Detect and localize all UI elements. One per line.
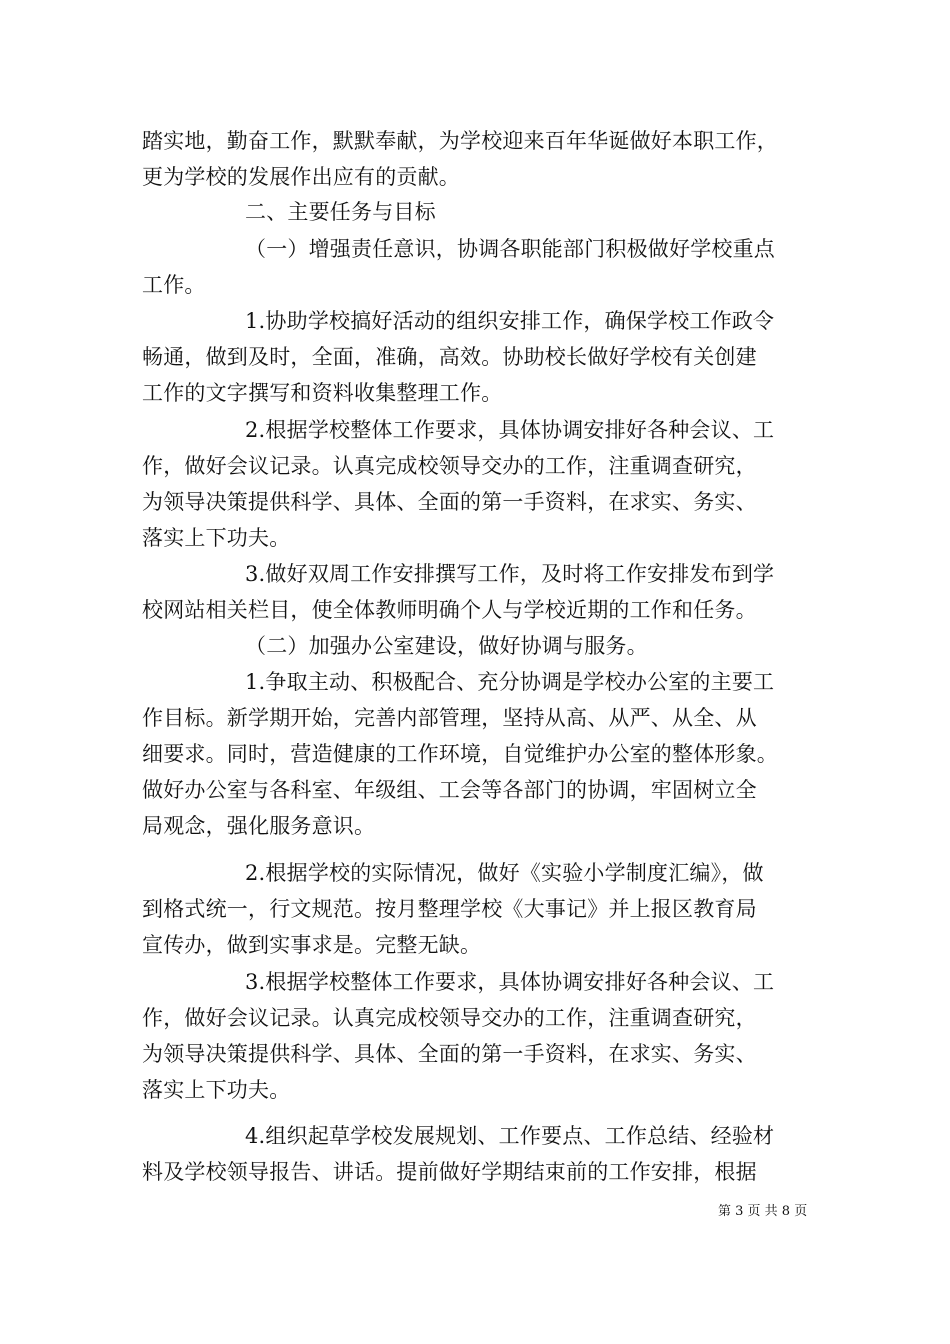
text-line: 细要求。同时，营造健康的工作环境，自觉维护办公室的整体形象。 <box>142 742 778 766</box>
text-line: 作目标。新学期开始，完善内部管理，坚持从高、从严、从全、从 <box>142 706 757 730</box>
subsection-heading: （二）加强办公室建设，做好协调与服务。 <box>245 634 648 658</box>
text-line: 宣传办，做到实事求是。完整无缺。 <box>142 933 482 957</box>
text-line: 校网站相关栏目，使全体教师明确个人与学校近期的工作和任务。 <box>142 598 757 622</box>
text-line: 作，做好会议记录。认真完成校领导交办的工作，注重调查研究， <box>142 454 757 478</box>
subsection-heading: （一）增强责任意识，协调各职能部门积极做好学校重点 <box>245 237 775 261</box>
text-line: 2.根据学校的实际情况，做好《实验小学制度汇编》，做 <box>245 861 764 885</box>
text-line: 到格式统一，行文规范。按月整理学校《大事记》并上报区教育局 <box>142 897 757 921</box>
page-number: 第 3 页 共 8 页 <box>718 1204 808 1219</box>
text-line: 局观念，强化服务意识。 <box>142 814 376 838</box>
text-line: 作，做好会议记录。认真完成校领导交办的工作，注重调查研究， <box>142 1006 757 1030</box>
text-line: 2.根据学校整体工作要求，具体协调安排好各种会议、工 <box>245 418 775 442</box>
text-line: 落实上下功夫。 <box>142 1078 291 1102</box>
text-line: 4.组织起草学校发展规划、工作要点、工作总结、经验材 <box>245 1124 775 1148</box>
text-line: 工作。 <box>142 273 206 297</box>
text-line: 3.做好双周工作安排撰写工作，及时将工作安排发布到学 <box>245 562 775 586</box>
text-line: 料及学校领导报告、讲话。提前做好学期结束前的工作安排，根据 <box>142 1160 757 1184</box>
text-line: 踏实地，勤奋工作，默默奉献，为学校迎来百年华诞做好本职工作， <box>142 129 778 153</box>
text-line: 为领导决策提供科学、具体、全面的第一手资料，在求实、务实、 <box>142 1042 757 1066</box>
text-line: 1.争取主动、积极配合、充分协调是学校办公室的主要工 <box>245 670 775 694</box>
text-line: 畅通，做到及时，全面，准确，高效。协助校长做好学校有关创建 <box>142 345 757 369</box>
text-line: 1.协助学校搞好活动的组织安排工作，确保学校工作政令 <box>245 309 775 333</box>
text-line: 做好办公室与各科室、年级组、工会等各部门的协调，牢固树立全 <box>142 778 757 802</box>
text-line: 3.根据学校整体工作要求，具体协调安排好各种会议、工 <box>245 970 775 994</box>
text-line: 为领导决策提供科学、具体、全面的第一手资料，在求实、务实、 <box>142 490 757 514</box>
text-line: 落实上下功夫。 <box>142 526 291 550</box>
text-line: 更为学校的发展作出应有的贡献。 <box>142 165 460 189</box>
text-line: 工作的文字撰写和资料收集整理工作。 <box>142 381 503 405</box>
section-heading: 二、主要任务与目标 <box>245 200 436 224</box>
